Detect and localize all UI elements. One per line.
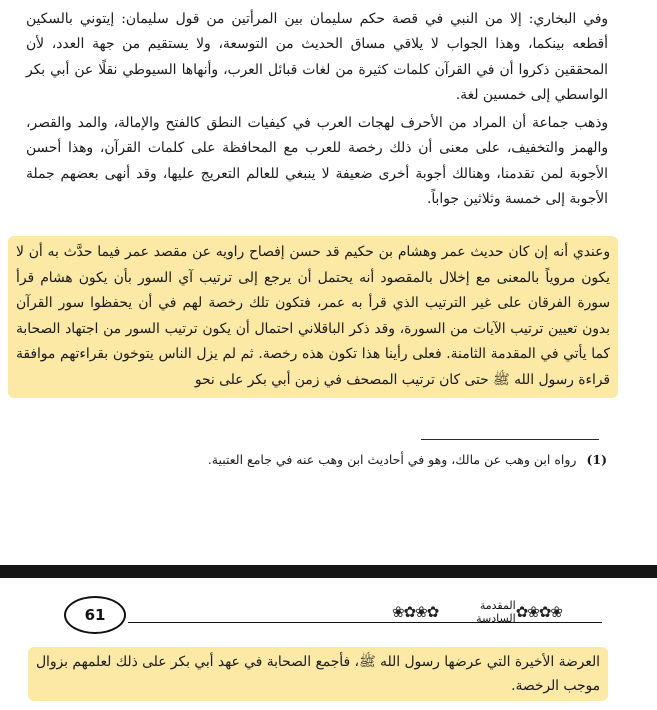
highlighted-paragraph-bottom: العرضة الأخيرة التي عرضها رسول الله ﷺ، فأجمع الصحابة في عهد أبي بكر على ذلك لعلمهم بزوال موجب الرخصة. — [28, 647, 608, 701]
footnote-text: رواه ابن وهب عن مالك، وهو في أحاديث ابن وهب عنه في جامع العتبية. — [207, 452, 577, 467]
paragraph-dialects: وذهب جماعة أن المراد من الأحرف لهجات العرب في كيفيات النطق كالفتح والإمالة، والمد والقصر، والهمز والتخفيف، على معنى أن ذلك رخصة للعرب مع المحافظة على كلمات القرآن، وهذا أحسن الأجوبة لمن تقدمنا، وهنالك أجوبة أخرى ضعيفة لا ينبغي للعالم التعريج عليها، وقد أنهى بعضهم جملة الأجوبة إلى خمسة وثلاثين جواباً. — [26, 115, 608, 207]
ornament-right-icon: ✿❀✿❀ — [515, 603, 562, 621]
paragraph-bukhari: وفي البخاري: إلا من النبي في قصة حكم سليمان بين المرأتين من قول سليمان: إيتوني بالسكين أقطعه بينكما، وهذا الجواب لا يلاقي مساق الحديث من التوسعة، ولا يستقيم من جهة العدد، لأن المحققين ذكروا أن في القرآن كلمات كثيرة من لغات قبائل العرب، وأنهاها السيوطي نقلًا عن أبي بكر الواسطي إلى خمسين لغة. — [26, 11, 608, 103]
footnote-number: (1) — [586, 452, 607, 467]
chapter-header — [392, 599, 562, 625]
ornament-left-icon: ❀✿❀✿ — [392, 603, 439, 621]
page-number: 61 — [64, 596, 126, 634]
page-divider — [0, 565, 657, 578]
header-rule — [128, 622, 602, 623]
footnote — [47, 447, 607, 473]
highlighted-paragraph: وعندي أنه إن كان حديث عمر وهشام بن حكيم قد حسن إفصاح راويه عن مقصد عمر فيما حدَّث به أن لا يكون مروياً بالمعنى مع إخلال بالمقصود أنه يحتمل أن يرجع إلى ترتيب آي السور بأن يكون هشام قرأ سورة الفرقان على غير الترتيب الذي قرأ به عمر، فتكون تلك رخصة لهم في أن يحفظوا سور القرآن بدون تعيين ترتيب الآيات من السورة، وقد ذكر الباقلاني احتمال أن يكون ترتيب السور من اجتهاد الصحابة كما يأتي في المقدمة الثامنة. فعلى رأينا هذا تكون هذه رخصة. ثم لم يزل الناس يتوخون بقراءتهم موافقة قراءة رسول الله ﷺ حتى كان ترتيب المصحف في زمن أبي بكر على نحو — [8, 236, 618, 398]
chapter-title: المقدمة السادسة — [476, 599, 516, 625]
footnote-rule — [421, 439, 599, 440]
